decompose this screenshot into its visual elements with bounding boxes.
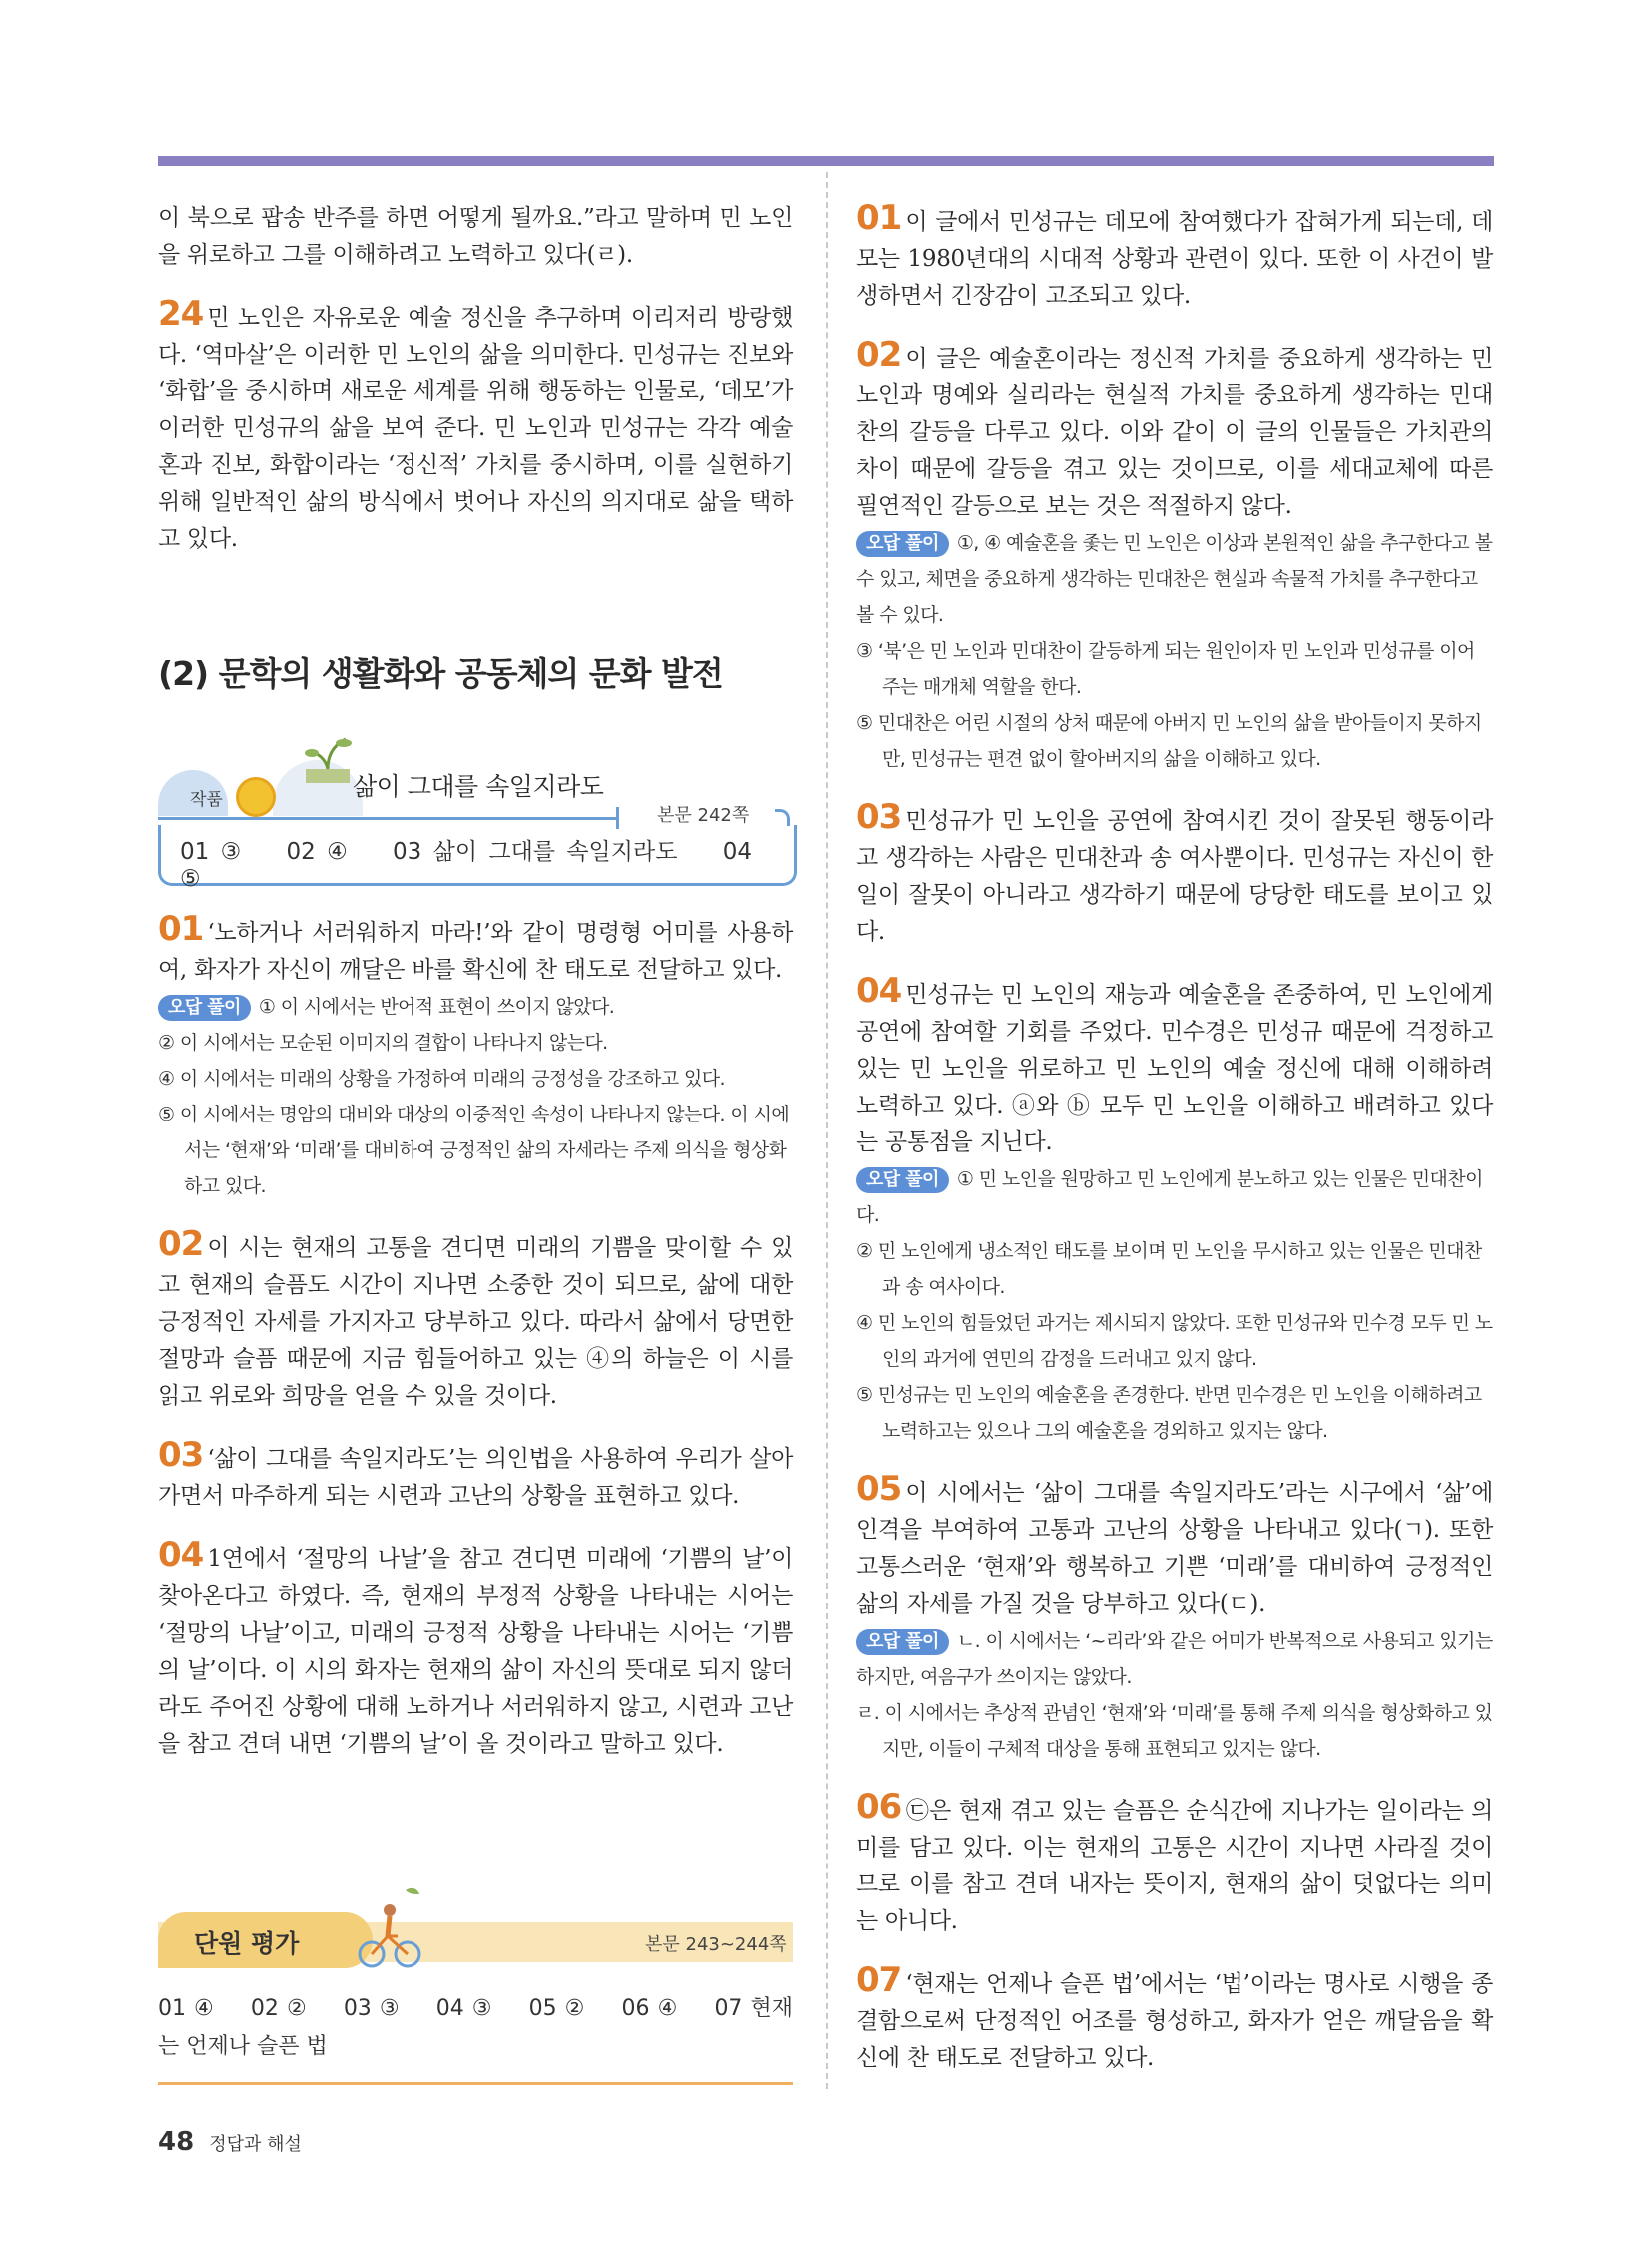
note-line: ③ ‘북’은 민 노인과 민대찬이 갈등하게 되는 원인이자 민 노인과 민성규를 이어 주는 매개체 역할을 한다. [856, 640, 1475, 698]
answer-text: 이 시는 현재의 고통을 견디면 미래의 기쁨을 맞이할 수 있고 현재의 슬픔도 시간이 지나면 소중한 것이 되므로, 삶에 대한 긍정적인 자세를 가지자고 당부하고 있다. 따라서 삶에서 당면한 절망과 슬픔 때문에 지금 힘들어하고 있는 ④의 하늘은 이 시를 읽고 위로와 희망을 얻을 수 있을 것이다. [158, 1235, 793, 1409]
continued-answer [158, 200, 793, 274]
wrong-answer-note [856, 1161, 1493, 1449]
answer-text: 이 시에서는 ‘삶이 그대를 속일지라도’라는 시구에서 ‘삶’에 인격을 부여하여 고통과 고난의 상황을 나타내고 있다(ㄱ). 또한 고통스러운 ‘현재’와 행복하고 기쁜 ‘미래’를 대비하여 긍정적인 삶의 자세를 가질 것을 당부하고 있다(ㄷ). [856, 1480, 1493, 1617]
work-title: 삶이 그대를 속일지라도 [353, 772, 604, 801]
note-badge: 오답 풀이 [856, 1629, 949, 1655]
answer-text: 1연에서 ‘절망의 나날’을 참고 견디면 미래에 ‘기쁨의 날’이 찾아온다고 하였다. 즉, 현재의 부정적 상황을 나타내는 시어는 ‘절망의 나날’이고, 미래의 긍정적 상황을 나타내는 시어는 ‘기쁨의 날’이다. 이 시의 화자는 현재의 삶이 자신의 뜻대로 되지 않더라도 주어진 상황에 대해 노하거나 서러워하지 않고, 시련과 고난을 참고 견뎌 내면 ‘기쁨의 날’이 올 것이라고 말하고 있다. [158, 1546, 793, 1757]
answer-text: 민성규가 민 노인을 공연에 참여시킨 것이 잘못된 행동이라고 생각하는 사람은 민대찬과 송 여사뿐이다. 민성규는 자신이 한 일이 잘못이 아니라고 생각하기 때문에 당당한 태도를 보이고 있다. [856, 808, 1493, 945]
question-number: 24 [158, 294, 204, 334]
answer-07 [856, 1962, 1493, 2077]
question-number: 03 [856, 797, 902, 837]
bicycle-icon [354, 1882, 423, 1972]
unit-bottom-rule [158, 2082, 793, 2085]
answer-04 [158, 1537, 793, 1763]
note-line: ⑤ 민대찬은 어린 시절의 상처 때문에 아버지 민 노인의 삶을 받아들이지 못하지만, 민성규는 편견 없이 할아버지의 삶을 이해하고 있다. [856, 712, 1482, 770]
work-tag: 작품 [190, 790, 223, 810]
answer-03 [158, 1437, 793, 1515]
unit-title: 단원 평가 [194, 1929, 300, 1958]
answer-item: 01 ③ [180, 839, 242, 865]
answer-item: 01 ④ [158, 1996, 215, 2021]
note-line: ⑤ 민성규는 민 노인의 예술혼을 존경한다. 반면 민수경은 민 노인을 이해하려고 노력하고는 있으나 그의 예술혼을 경외하고 있지는 않다. [856, 1384, 1482, 1442]
note-line: ④ 민 노인의 힘들었던 과거는 제시되지 않았다. 또한 민성규와 민수경 모두 민 노인의 과거에 연민의 감정을 드러내고 있지 않다. [856, 1312, 1493, 1370]
answer-01 [856, 200, 1493, 315]
question-number: 03 [158, 1435, 204, 1475]
answer-item: 02 ② [250, 1996, 308, 2021]
note-line: ① 이 시에서는 반어적 표현이 쓰이지 않았다. [258, 996, 615, 1018]
answer-text: 이 글은 예술혼이라는 정신적 가치를 중요하게 생각하는 민 노인과 명예와 실리라는 현실적 가치를 중요하게 생각하는 민대찬의 갈등을 다루고 있다. 이와 같이 이 글의 인물들은 가치관의 차이 때문에 갈등을 겪고 있는 것이므로, 이를 세대교체에 따른 필연적인 갈등으로 보는 것은 적절하지 않다. [856, 346, 1493, 519]
note-line: ㄹ. 이 시에서는 추상적 관념인 ‘현재’와 ‘미래’를 통해 주제 의식을 형상화하고 있지만, 이들이 구체적 대상을 통해 표현되고 있지는 않다. [856, 1702, 1493, 1760]
top-rule [158, 156, 1494, 166]
answer-03 [856, 799, 1493, 951]
answer-24 [158, 296, 793, 558]
note-line: ② 이 시에서는 모순된 이미지의 결합이 나타나지 않는다. [158, 1032, 608, 1054]
page-reference: 본문 242쪽 [657, 805, 750, 826]
note-line: ㄴ. 이 시에서는 ‘~리라’와 같은 어미가 반복적으로 사용되고 있기는 하지만, 여음구가 쓰이지는 않았다. [856, 1630, 1493, 1688]
answer-item: 07 현재는 언제나 슬픈 법 [158, 1996, 793, 2059]
divider-line [158, 817, 617, 820]
answer-text: ‘삶이 그대를 속일지라도’는 의인법을 사용하여 우리가 살아가면서 마주하게 되는 시련과 고난의 상황을 표현하고 있다. [158, 1446, 793, 1509]
answer-text: ‘노하거나 서러워하지 마라!’와 같이 명령형 어미를 사용하여, 화자가 자신이 깨달은 바를 확신에 찬 태도로 전달하고 있다. [158, 920, 793, 983]
answer-04 [856, 973, 1493, 1449]
answer-item: 06 ④ [621, 1996, 679, 2021]
continued-text: 이 북으로 팝송 반주를 하면 어떻게 될까요.”라고 말하며 민 노인을 위로하고 그를 이해하려고 노력하고 있다(ㄹ). [158, 205, 793, 268]
answer-item: 04 ⑤ [180, 839, 753, 892]
answer-05 [856, 1471, 1493, 1767]
question-number: 04 [856, 971, 902, 1011]
answer-text: 민 노인은 자유로운 예술 정신을 추구하며 이리저리 방랑했다. ‘역마살’은 이러한 민 노인의 삶을 의미한다. 민성규는 진보와 ‘화합’을 중시하며 새로운 세계를 위해 행동하는 인물로, ‘데모’가 이러한 민성규의 삶을 보여 준다. 민 노인과 민성규는 각각 예술혼과 진보, 화합이라는 ‘정신적’ 가치를 중시하며, 이를 실현하기 위해 일반적인 삶의 방식에서 벗어나 자신의 의지대로 삶을 택하고 있다. [158, 305, 793, 552]
work-answers [180, 833, 793, 892]
footer-label: 정답과 해설 [209, 2134, 302, 2155]
question-number: 07 [856, 1960, 902, 2000]
unit-assessment-box [158, 1882, 793, 2072]
note-line: ①, ④ 예술혼을 좇는 민 노인은 이상과 본원적인 삶을 추구한다고 볼 수 있고, 체면을 중요하게 생각하는 민대찬은 현실과 속물적 가치를 추구한다고 볼 수 있다. [856, 532, 1493, 626]
answer-item: 03 삶이 그대를 속일지라도 [393, 839, 678, 865]
page-footer [158, 2127, 302, 2157]
question-number: 01 [158, 909, 204, 949]
work-answer-box [158, 735, 793, 892]
answer-text: ‘현재는 언제나 슬픈 법’에서는 ‘법’이라는 명사로 시행을 종결함으로써 단정적인 어조를 형성하고, 화자가 얻은 깨달음을 확신에 찬 태도로 전달하고 있다. [856, 1971, 1493, 2071]
wrong-answer-note [158, 989, 793, 1204]
note-line: ① 민 노인을 원망하고 민 노인에게 분노하고 있는 인물은 민대찬이다. [856, 1168, 1483, 1226]
unit-answers [158, 1990, 793, 2066]
answer-02 [856, 337, 1493, 777]
note-badge: 오답 풀이 [856, 531, 949, 557]
note-badge: 오답 풀이 [158, 995, 251, 1021]
column-divider [826, 172, 828, 2089]
question-number: 05 [856, 1469, 902, 1509]
question-number: 02 [158, 1224, 204, 1264]
frame-hook [775, 809, 790, 826]
answer-item: 03 ③ [343, 1996, 401, 2021]
note-badge: 오답 풀이 [856, 1167, 949, 1193]
flower-icon [236, 777, 276, 817]
wrong-answer-note [856, 525, 1493, 777]
answer-text: ㉢은 현재 겪고 있는 슬픔은 순식간에 지나가는 일이라는 의미를 담고 있다. 이는 현재의 고통은 시간이 지나면 사라질 것이므로 이를 참고 견뎌 내자는 뜻이지, 현재의 삶이 덧없다는 의미는 아니다. [856, 1798, 1493, 1934]
answer-item: 04 ③ [435, 1996, 493, 2021]
answer-02 [158, 1226, 793, 1415]
right-column [856, 200, 1493, 2099]
question-number: 02 [856, 335, 902, 374]
page-number: 48 [158, 2127, 195, 2157]
answer-item: 05 ② [528, 1996, 586, 2021]
answer-item: 02 ④ [286, 839, 348, 865]
question-number: 04 [158, 1535, 204, 1575]
question-number: 06 [856, 1787, 902, 1827]
answer-06 [856, 1789, 1493, 1940]
question-number: 01 [856, 198, 902, 238]
note-line: ② 민 노인에게 냉소적인 태도를 보이며 민 노인을 무시하고 있는 인물은 민대찬과 송 여사이다. [856, 1240, 1482, 1298]
answer-text: 이 글에서 민성규는 데모에 참여했다가 잡혀가게 되는데, 데모는 1980년대의 시대적 상황과 관련이 있다. 또한 이 사건이 발생하면서 긴장감이 고조되고 있다. [856, 209, 1493, 309]
wrong-answer-note [856, 1623, 1493, 1767]
section-title: (2) 문학의 생활화와 공동체의 문화 발전 [158, 654, 723, 693]
answer-01 [158, 911, 793, 1204]
answer-text: 민성규는 민 노인의 재능과 예술혼을 존중하여, 민 노인에게 공연에 참여할 기회를 주었다. 민수경은 민성규 때문에 걱정하고 있는 민 노인을 위로하고 민 노인의 예술 정신에 대해 이해하려 노력하고 있다. ⓐ와 ⓑ 모두 민 노인을 이해하고 배려하고 있다는 공통점을 지닌다. [856, 982, 1493, 1155]
left-column [158, 200, 793, 1785]
page-reference: 본문 243~244쪽 [645, 1934, 787, 1955]
plant-icon [298, 735, 358, 785]
note-line: ⑤ 이 시에서는 명암의 대비와 대상의 이중적인 속성이 나타나지 않는다. 이 시에서는 ‘현재’와 ‘미래’를 대비하여 긍정적인 삶의 자세라는 주제 의식을 형상화하고 있다. [158, 1104, 790, 1197]
note-line: ④ 이 시에서는 미래의 상황을 가정하여 미래의 긍정성을 강조하고 있다. [158, 1068, 725, 1090]
